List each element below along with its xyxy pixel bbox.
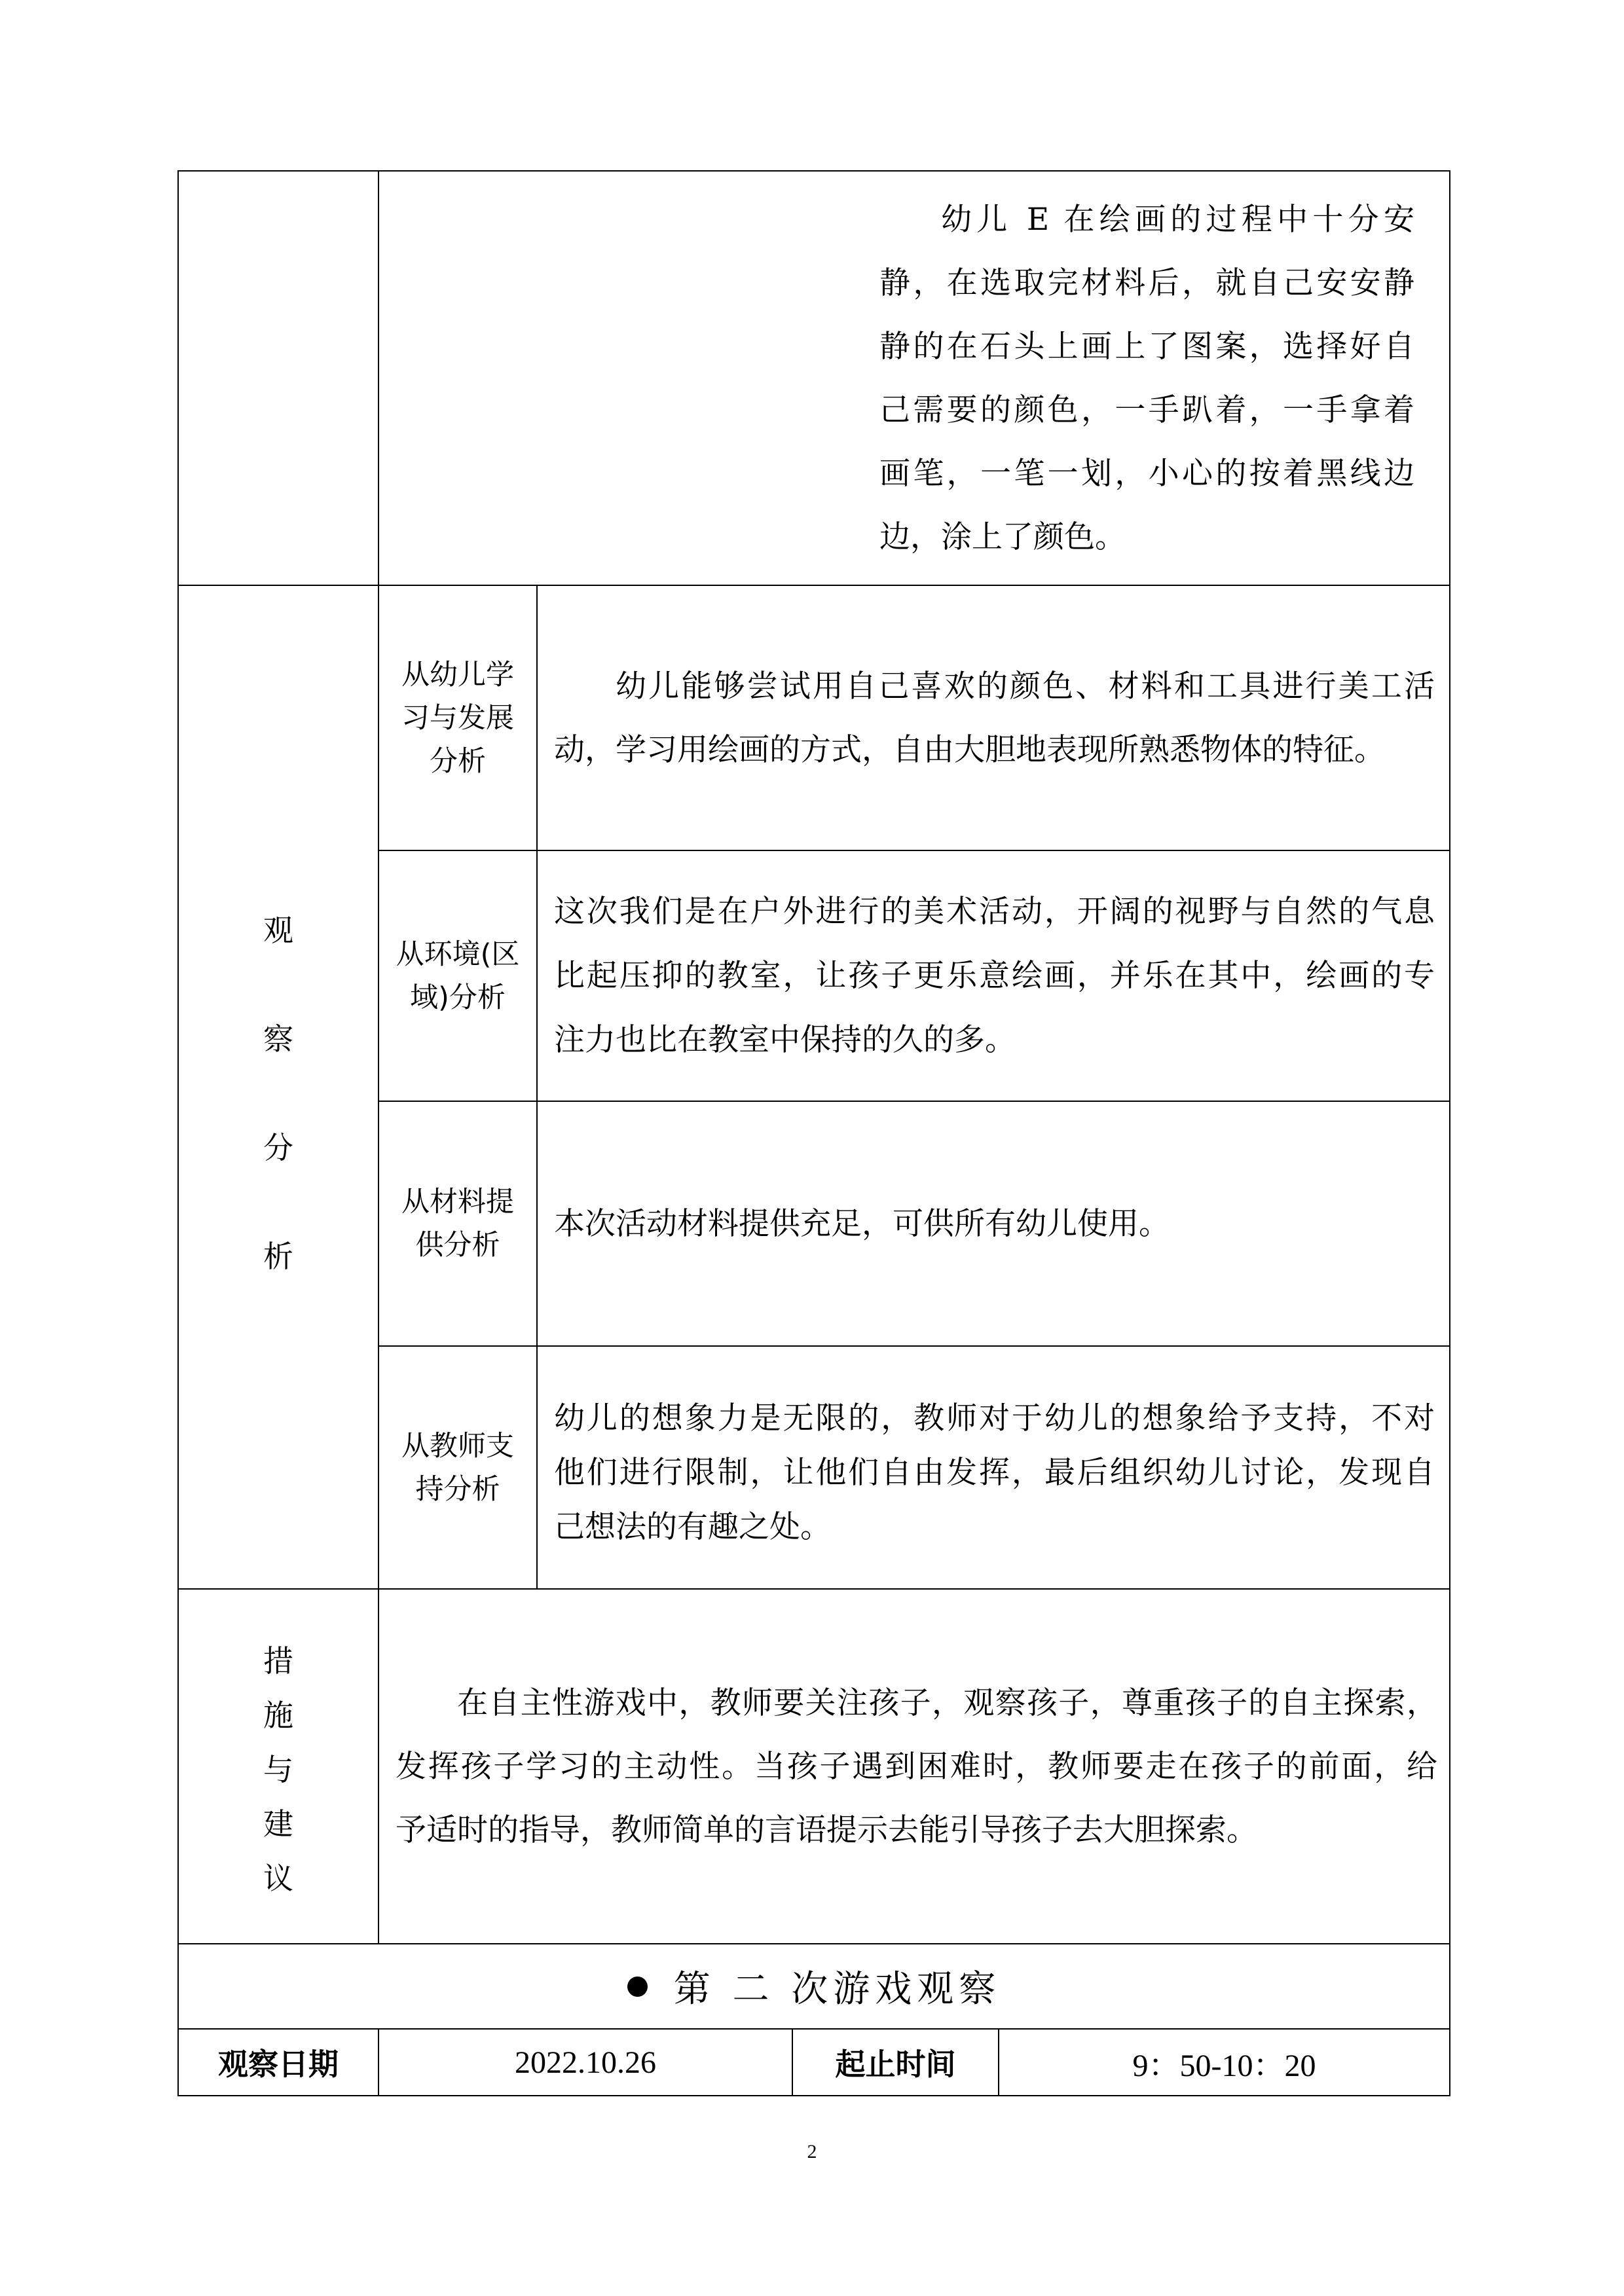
materials-label-cell xyxy=(378,1101,538,1347)
analysis-label-char: 析 xyxy=(263,1238,293,1274)
analysis-label-cell xyxy=(177,585,379,1590)
text-line: 比起压抑的教室，让孩子更乐意绘画，并乐在其中，绘画的专 xyxy=(554,957,1435,994)
sub-label-line: 分析 xyxy=(430,744,486,778)
text-line: 幼儿的想象力是无限的，教师对于幼儿的想象给予支持，不对 xyxy=(554,1400,1435,1436)
sub-label-line: 从环境(区 xyxy=(396,938,520,971)
text-line: 他们进行限制，让他们自由发挥，最后组织幼儿讨论，发现自 xyxy=(554,1455,1435,1491)
section-heading-cell xyxy=(177,1943,1450,2030)
analysis-label-char: 分 xyxy=(263,1129,293,1165)
date-label-cell xyxy=(177,2028,379,2096)
sub-label-line: 从材料提 xyxy=(401,1186,514,1218)
environment-label-cell xyxy=(378,850,538,1102)
measures-label-char: 议 xyxy=(263,1860,293,1896)
text-line: 动，学习用绘画的方式，自由大胆地表现所熟悉物体的特征。 xyxy=(554,731,1385,768)
sub-label-line: 从幼儿学 xyxy=(401,658,514,691)
date-label: 观察日期 xyxy=(218,2047,339,2082)
empty-label-cell xyxy=(177,170,379,586)
measures-content-cell xyxy=(378,1588,1450,1944)
text-line: 己想法的有趣之处。 xyxy=(554,1509,831,1545)
measures-label-char: 与 xyxy=(263,1751,293,1787)
time-value: 9：50-10：20 xyxy=(1132,2048,1316,2083)
environment-content-cell xyxy=(536,850,1450,1102)
page-number: 2 xyxy=(807,2141,817,2162)
observation-table xyxy=(177,170,1450,2096)
observation-record-cell xyxy=(378,170,1450,586)
section-title: 第 二 次游戏观察 xyxy=(673,1968,1001,2011)
text-line: 静的在石头上画上了图案，选择好自 xyxy=(879,329,1414,365)
measures-label-cell xyxy=(177,1588,379,1944)
learning-development-label-cell xyxy=(378,585,538,851)
text-line: 边，涂上了颜色。 xyxy=(879,519,1126,555)
sub-label-line: 习与发展 xyxy=(401,701,514,735)
sub-label-line: 域)分析 xyxy=(410,981,506,1014)
text-line: 静，在选取完材料后，就自己安安静 xyxy=(879,265,1414,301)
bullet-icon xyxy=(627,1977,648,1997)
time-label-cell xyxy=(792,2028,999,2096)
teacher-support-content-cell xyxy=(536,1345,1450,1590)
date-value: 2022.10.26 xyxy=(515,2045,656,2080)
text-line: 幼儿能够尝试用自己喜欢的颜色、材料和工具进行美工活 xyxy=(616,668,1435,704)
text-line: 予适时的指导，教师简单的言语提示去能引导孩子去大胆探索。 xyxy=(396,1812,1257,1848)
sub-label-line: 供分析 xyxy=(415,1229,500,1262)
text-line: 这次我们是在户外进行的美术活动，开阔的视野与自然的气息 xyxy=(554,893,1435,930)
measures-label-char: 建 xyxy=(263,1806,293,1842)
measures-label-char: 措 xyxy=(263,1643,293,1679)
text-line: 在自主性游戏中，教师要关注孩子，观察孩子，尊重孩子的自主探索， xyxy=(457,1685,1437,1721)
measures-label-char: 施 xyxy=(263,1697,293,1733)
teacher-support-label-cell xyxy=(378,1345,538,1590)
time-label: 起止时间 xyxy=(835,2047,956,2082)
text-line: 注力也比在教室中保持的久的多。 xyxy=(554,1021,1016,1058)
materials-content-cell xyxy=(536,1101,1450,1347)
text-line: 己需要的颜色，一手趴着，一手拿着 xyxy=(879,392,1414,428)
text-line: 发挥孩子学习的主动性。当孩子遇到困难时，教师要走在孩子的前面，给 xyxy=(396,1748,1437,1785)
sub-label-line: 从教师支 xyxy=(401,1429,514,1463)
sub-label-line: 持分析 xyxy=(415,1472,500,1506)
time-value-cell xyxy=(998,2028,1450,2096)
analysis-label-char: 观 xyxy=(263,912,293,948)
date-value-cell xyxy=(378,2028,793,2096)
learning-development-content-cell xyxy=(536,585,1450,851)
observation-record-text xyxy=(879,188,1414,569)
text-line: 本次活动材料提供充足，可供所有幼儿使用。 xyxy=(554,1205,1170,1242)
text-line: 幼儿 E 在绘画的过程中十分安 xyxy=(941,202,1414,238)
text-line: 画笔，一笔一划，小心的按着黑线边 xyxy=(879,456,1414,492)
analysis-label-char: 察 xyxy=(263,1021,293,1057)
